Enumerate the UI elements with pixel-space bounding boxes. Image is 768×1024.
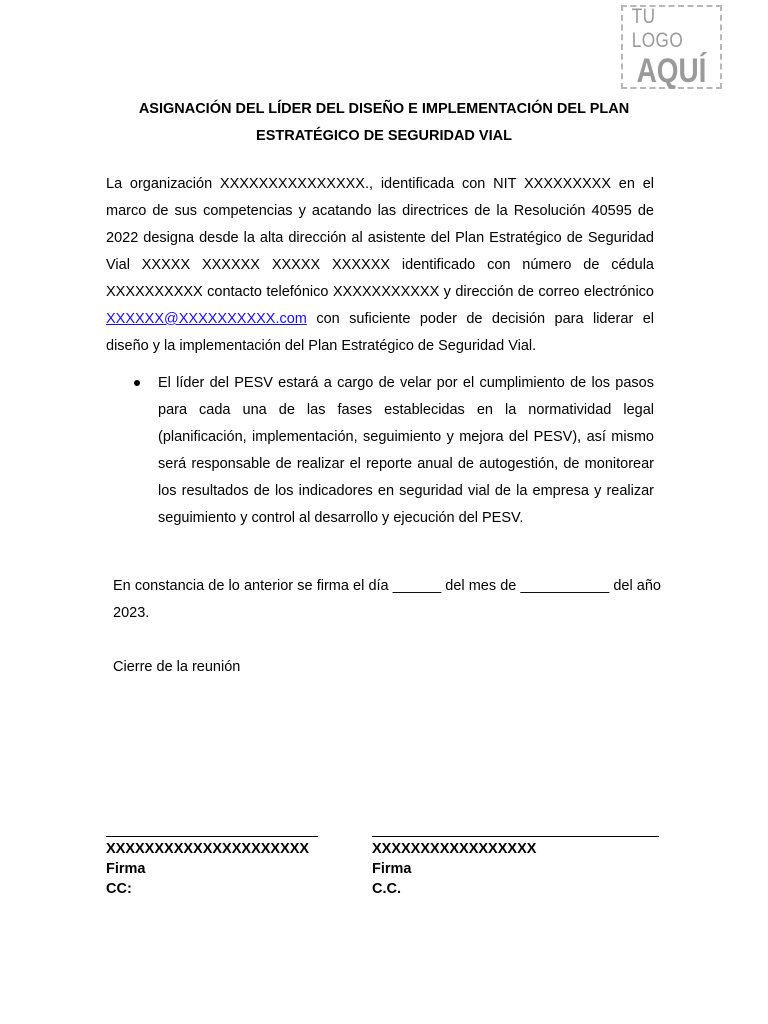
signature-name: XXXXXXXXXXXXXXXXXXXXX: [106, 841, 310, 857]
bullet-dot-icon: [134, 380, 140, 386]
signature-id-label: C.C.: [372, 881, 401, 897]
bullet-list: [130, 370, 654, 532]
signature-line: [372, 820, 659, 837]
bullet-item: El líder del PESV estará a cargo de velar por el cumplimiento de los pasos para cada una de las fases establecidas en la normatividad legal (planificación, implementación, seguimiento y mejora del PESV), así mismo será responsable de realizar el reporte anual de autogestión, de monitorear los resultados de los indicadores en seguridad vial de la empresa y realizar seguimiento y control al desarrollo y ejecución del PESV.: [158, 375, 654, 526]
signature-block-2: [372, 820, 659, 899]
logo-text-line1: TU LOGO: [631, 5, 684, 52]
title-line-2: ESTRATÉGICO DE SEGURIDAD VIAL: [256, 128, 512, 144]
logo-text-line2: AQUÍ: [636, 52, 707, 90]
email-link[interactable]: XXXXXX@XXXXXXXXXX.com: [106, 311, 307, 327]
signature-id-label: CC:: [106, 881, 132, 897]
document-title: [106, 96, 662, 150]
closing-statement: En constancia de lo anterior se firma el día ______ del mes de ___________ del año 2023.: [113, 578, 661, 621]
meeting-closing: Cierre de la reunión: [113, 659, 241, 675]
logo-placeholder: [621, 5, 722, 89]
signature-name: XXXXXXXXXXXXXXXXX: [372, 841, 537, 857]
signature-line: [106, 820, 318, 837]
signature-role: Firma: [372, 861, 412, 877]
signature-block-1: [106, 820, 318, 899]
title-line-1: ASIGNACIÓN DEL LÍDER DEL DISEÑO E IMPLEMENTACIÓN DEL PLAN: [138, 101, 630, 117]
paragraph-text-before-email: La organización XXXXXXXXXXXXXXX., identificada con NIT XXXXXXXXX en el marco de sus competencias y acatando las directrices de la Resolución 40595 de 2022 designa desde la alta dirección al asistente del Plan Estratégico de Seguridad Vial XXXXX XXXXXX XXXXX XXXXXX identificado con número de cédula XXXXXXXXXX contacto telefónico XXXXXXXXXXX y dirección de correo electrónico: [106, 176, 654, 300]
signature-role: Firma: [106, 861, 146, 877]
main-paragraph: [106, 171, 654, 360]
paragraph-text-after-email: con suficiente poder de decisión para liderar el diseño y la implementación del Plan Estratégico de Seguridad Vial.: [106, 311, 654, 354]
